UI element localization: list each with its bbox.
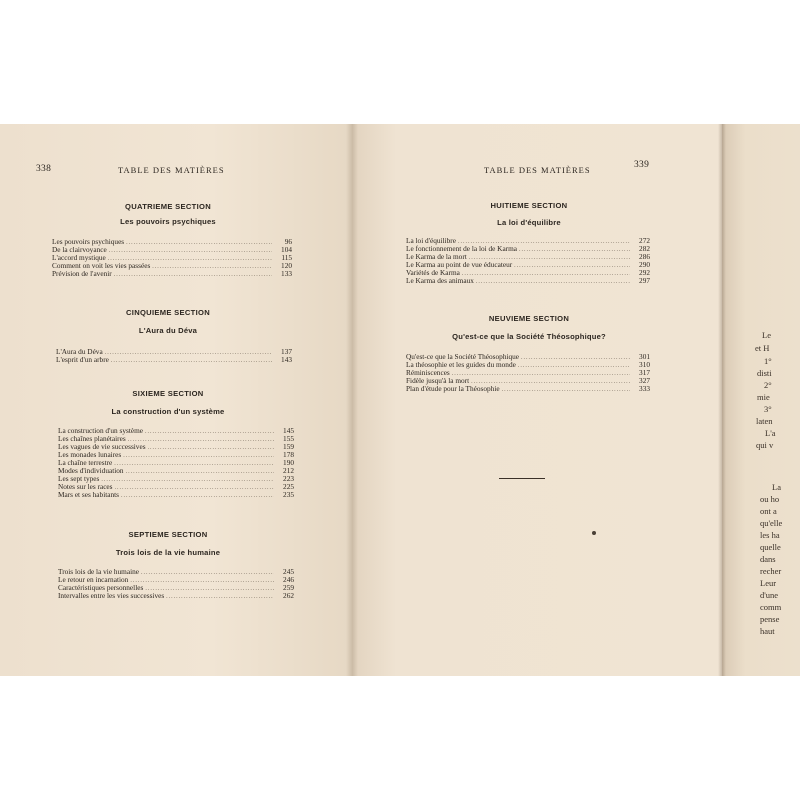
toc-entry-page: 178 bbox=[283, 450, 294, 459]
text-fragment: Le bbox=[762, 330, 771, 340]
toc-entry-page: 96 bbox=[284, 237, 292, 246]
book-spread-scan bbox=[0, 124, 800, 676]
section-title: HUITIEME SECTION bbox=[490, 201, 568, 210]
text-fragment: dans bbox=[760, 554, 776, 564]
toc-entry-page: 333 bbox=[639, 384, 650, 393]
text-fragment: quelle bbox=[760, 542, 781, 552]
text-fragment: ou ho bbox=[760, 494, 780, 504]
toc-entry-page: 301 bbox=[639, 352, 650, 361]
closing-rule bbox=[499, 478, 545, 479]
text-fragment: Leur bbox=[760, 578, 777, 588]
leader-dots bbox=[128, 436, 274, 444]
toc-entry-title: L'Aura du Déva bbox=[56, 347, 103, 356]
toc-entry-title: Variétés de Karma bbox=[406, 268, 460, 277]
toc-entry-page: 115 bbox=[281, 253, 292, 262]
leader-dots bbox=[115, 484, 274, 492]
toc-entry-title: Réminiscences bbox=[406, 368, 450, 377]
section-subtitle: L'Aura du Déva bbox=[138, 326, 198, 335]
toc-entry-title: Le Karma au point de vue éducateur bbox=[406, 260, 513, 269]
toc-entry-page: 143 bbox=[281, 355, 292, 364]
toc-entry-title: Caractéristiques personnelles bbox=[58, 583, 144, 592]
section-subtitle: Qu'est-ce que la Société Théosophique? bbox=[452, 332, 606, 341]
toc-entry-page: 259 bbox=[283, 583, 294, 592]
leader-dots bbox=[148, 444, 274, 452]
leader-dots bbox=[145, 585, 274, 593]
right-page-number: 339 bbox=[634, 160, 650, 170]
text-fragment: qu'elle bbox=[760, 518, 783, 528]
text-fragment: L'a bbox=[765, 428, 776, 438]
toc-entry-page: 282 bbox=[639, 244, 650, 253]
toc-entry-title: Comment on voit les vies passées bbox=[52, 261, 151, 270]
toc-entry-page: 290 bbox=[639, 260, 650, 269]
toc-entry-page: 145 bbox=[283, 426, 294, 435]
toc-list bbox=[406, 353, 650, 393]
section-title: QUATRIEME SECTION bbox=[125, 202, 211, 211]
toc-entry-page: 297 bbox=[639, 276, 650, 285]
leader-dots bbox=[114, 460, 274, 468]
toc-entry-title: Le Karma de la mort bbox=[406, 252, 467, 261]
leader-dots bbox=[476, 278, 630, 286]
toc-entry-title: L'accord mystique bbox=[52, 253, 106, 262]
toc-entry-title: Les chaînes planétaires bbox=[58, 434, 126, 443]
toc-entry-title: La chaîne terrestre bbox=[58, 458, 113, 467]
toc-entry-title: Trois lois de la vie humaine bbox=[58, 567, 140, 576]
toc-entry-page: 246 bbox=[283, 575, 294, 584]
toc-entry-title: Fidèle jusqu'à la mort bbox=[406, 376, 470, 385]
text-fragment: les ha bbox=[760, 530, 780, 540]
leader-dots bbox=[101, 476, 274, 484]
section-subtitle: Les pouvoirs psychiques bbox=[120, 217, 216, 226]
right-running-head: TABLE DES MATIÈRES bbox=[484, 165, 591, 175]
section-title: SIXIEME SECTION bbox=[132, 389, 204, 398]
left-page-number: 338 bbox=[36, 164, 52, 174]
toc-entry-title: Les sept types bbox=[58, 474, 100, 483]
section-title: SEPTIEME SECTION bbox=[128, 530, 208, 539]
page-edge-shadow bbox=[718, 124, 726, 676]
text-fragment: recher bbox=[760, 566, 782, 576]
toc-entry-page: 212 bbox=[283, 466, 294, 475]
toc-entry-page: 137 bbox=[281, 347, 292, 356]
toc-list bbox=[52, 238, 292, 278]
toc-entry-page: 262 bbox=[283, 591, 294, 600]
text-fragment: pense bbox=[760, 614, 780, 624]
toc-entry-page: 327 bbox=[639, 376, 650, 385]
toc-entry-title: Mars et ses habitants bbox=[58, 490, 119, 499]
ink-speck bbox=[592, 531, 596, 535]
leader-dots bbox=[111, 357, 272, 365]
text-fragment: 1° bbox=[764, 356, 772, 366]
toc-entry-page: 120 bbox=[281, 261, 292, 270]
text-fragment: laten bbox=[756, 416, 773, 426]
text-fragment: haut bbox=[760, 626, 775, 636]
toc-entry-page: 310 bbox=[639, 360, 650, 369]
toc-entry-page: 292 bbox=[639, 268, 650, 277]
leader-dots bbox=[452, 370, 630, 378]
left-running-head: TABLE DES MATIÈRES bbox=[118, 165, 225, 175]
leader-dots bbox=[514, 262, 630, 270]
toc-entry-page: 286 bbox=[639, 252, 650, 261]
toc-entry-title: Le Karma des animaux bbox=[406, 276, 474, 285]
leader-dots bbox=[123, 452, 274, 460]
section-subtitle: La loi d'équilibre bbox=[497, 218, 561, 227]
toc-entry-page: 245 bbox=[283, 567, 294, 576]
toc-entry-title: Le retour en incarnation bbox=[58, 575, 129, 584]
section-title: NEUVIEME SECTION bbox=[488, 314, 570, 323]
leader-dots bbox=[126, 468, 274, 476]
toc-entry bbox=[56, 356, 292, 364]
leader-dots bbox=[121, 492, 274, 500]
leader-dots bbox=[518, 362, 630, 370]
text-fragment: ont a bbox=[760, 506, 777, 516]
toc-entry bbox=[58, 592, 294, 600]
toc-entry bbox=[58, 491, 294, 499]
text-fragment: 2° bbox=[764, 380, 772, 390]
toc-entry-title: La loi d'équilibre bbox=[406, 236, 456, 245]
leader-dots bbox=[130, 577, 274, 585]
leader-dots bbox=[519, 246, 630, 254]
text-fragment: mie bbox=[757, 392, 770, 402]
leader-dots bbox=[166, 593, 274, 601]
toc-entry-page: 159 bbox=[283, 442, 294, 451]
section-subtitle: Trois lois de la vie humaine bbox=[115, 548, 221, 557]
book-gutter bbox=[346, 124, 358, 676]
toc-entry-page: 133 bbox=[281, 269, 292, 278]
leader-dots bbox=[462, 270, 630, 278]
toc-list bbox=[56, 348, 292, 364]
toc-entry-title: Modes d'individuation bbox=[58, 466, 124, 475]
toc-entry-page: 155 bbox=[283, 434, 294, 443]
toc-list bbox=[58, 568, 294, 600]
leader-dots bbox=[152, 263, 272, 271]
toc-entry bbox=[406, 385, 650, 393]
toc-entry-page: 104 bbox=[281, 245, 292, 254]
toc-entry-title: Intervalles entre les vies successives bbox=[58, 591, 165, 600]
toc-list bbox=[58, 427, 294, 499]
toc-entry-title: Plan d'étude pour la Théosophie bbox=[406, 384, 500, 393]
leader-dots bbox=[141, 569, 274, 577]
section-title: CINQUIEME SECTION bbox=[126, 308, 210, 317]
text-fragment: disti bbox=[757, 368, 772, 378]
toc-list bbox=[406, 237, 650, 285]
section-subtitle: La construction d'un système bbox=[111, 407, 225, 416]
toc-entry-title: Qu'est-ce que la Société Théosophique bbox=[406, 352, 520, 361]
leader-dots bbox=[109, 247, 272, 255]
leader-dots bbox=[105, 349, 272, 357]
toc-entry-title: Les pouvoirs psychiques bbox=[52, 237, 125, 246]
leader-dots bbox=[521, 354, 630, 362]
text-fragment: 3° bbox=[764, 404, 772, 414]
leader-dots bbox=[145, 428, 274, 436]
toc-entry-title: De la clairvoyance bbox=[52, 245, 107, 254]
text-fragment: d'une bbox=[760, 590, 779, 600]
toc-entry-page: 317 bbox=[639, 368, 650, 377]
leader-dots bbox=[502, 386, 630, 394]
text-fragment: qui v bbox=[756, 440, 774, 450]
text-fragment: comm bbox=[760, 602, 782, 612]
toc-entry-page: 190 bbox=[283, 458, 294, 467]
toc-entry-title: Les vagues de vie successives bbox=[58, 442, 146, 451]
toc-entry-title: Le fonctionnement de la loi de Karma bbox=[406, 244, 518, 253]
toc-entry-title: Notes sur les races bbox=[58, 482, 113, 491]
toc-entry bbox=[52, 270, 292, 278]
text-fragment: et H bbox=[755, 343, 770, 353]
toc-entry bbox=[406, 277, 650, 285]
toc-entry-page: 225 bbox=[283, 482, 294, 491]
toc-entry-page: 272 bbox=[639, 236, 650, 245]
toc-entry-title: La théosophie et les guides du monde bbox=[406, 360, 516, 369]
toc-entry-title: Les monades lunaires bbox=[58, 450, 122, 459]
toc-entry-title: L'esprit d'un arbre bbox=[56, 355, 109, 364]
text-fragment: La bbox=[772, 482, 781, 492]
leader-dots bbox=[114, 271, 272, 279]
toc-entry-page: 223 bbox=[283, 474, 294, 483]
toc-entry-page: 235 bbox=[283, 490, 294, 499]
toc-entry-title: Prévision de l'avenir bbox=[52, 269, 112, 278]
toc-entry-title: La construction d'un système bbox=[58, 426, 144, 435]
leader-dots bbox=[126, 239, 272, 247]
